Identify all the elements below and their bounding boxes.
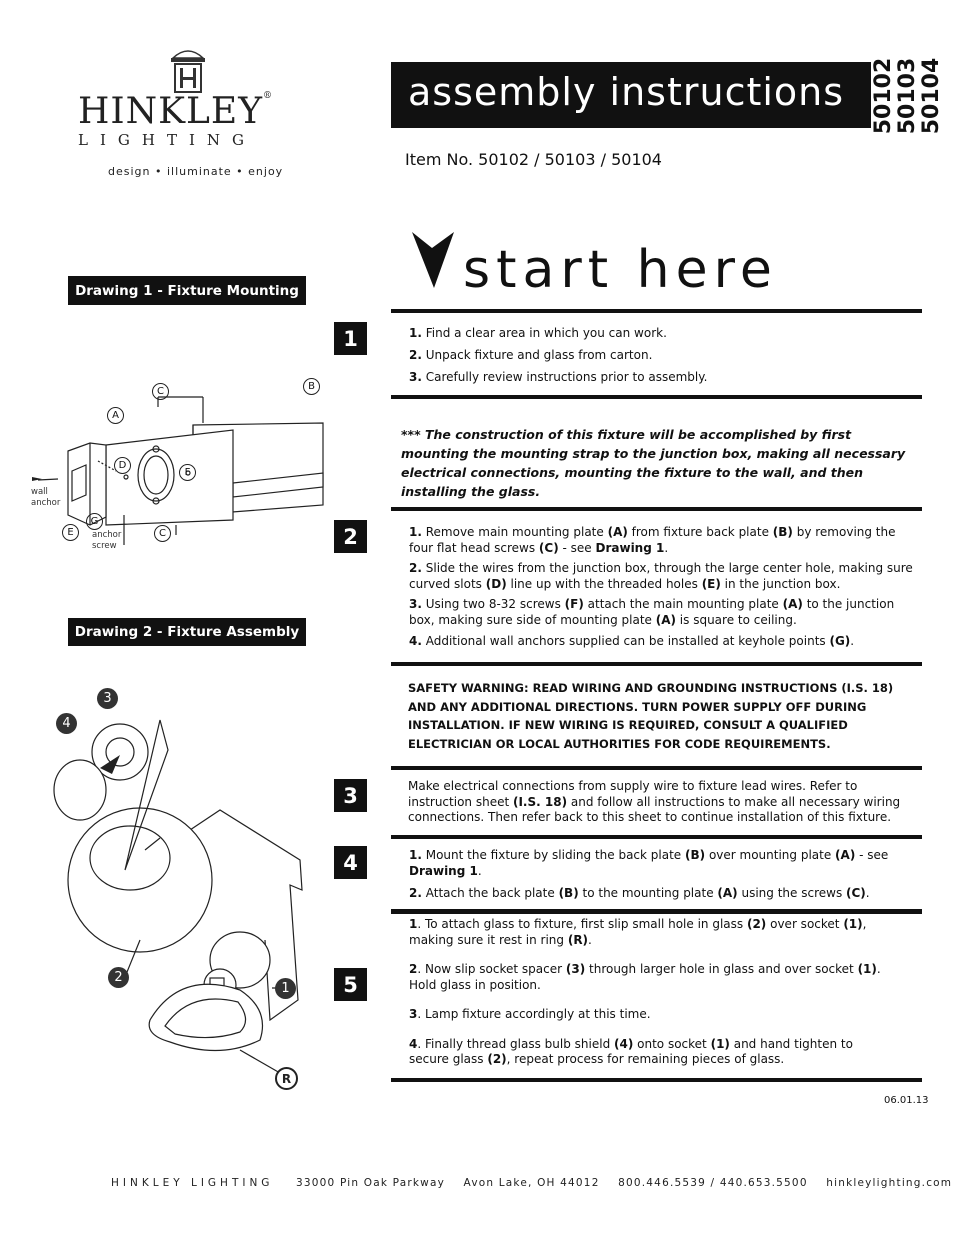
callout-r: R — [275, 1067, 298, 1090]
item-number-label: Item No. 50102 / 50103 / 50104 — [405, 150, 662, 169]
brand-sub: LIGHTING — [78, 131, 256, 149]
callout-d: D — [114, 457, 131, 474]
step-3-text: Make electrical connections from supply wire to fixture lead wires. Refer to instruction sheet (I.S. 18) and follow all instructions to make all necessary wiring connections. Then refer back to this sheet to continue installation of this fixture. — [408, 779, 901, 824]
item-number-stack — [871, 57, 944, 135]
divider — [391, 909, 922, 914]
step-number-5: 5 — [334, 968, 367, 1001]
callout-c-top: C — [152, 383, 169, 400]
revision-date: 06.01.13 — [884, 1095, 929, 1106]
callout-e: E — [62, 524, 79, 541]
footer-website[interactable]: hinkleylighting.com — [826, 1177, 953, 1189]
callout-2: 2 — [108, 967, 129, 988]
item-number: 50104 — [919, 57, 944, 135]
divider — [391, 395, 922, 399]
callout-3: 3 — [97, 688, 118, 709]
divider — [391, 835, 922, 839]
wall-anchor-label: wall anchor — [31, 487, 61, 508]
step-5-text: 1. To attach glass to fixture, first slip small hole in glass (2) over socket (1), making sure it rest in ring (R). 2. Now slip socket spacer (3) through larger hole in glass and over socket (1). Hold glass in position. 3. Lamp fixture accordingly at this time. 4. Finally thread glass bulb shield (4) onto socket (1) and hand tighten to secure glass (2), repeat process for remaining pieces of glass. — [409, 917, 881, 1066]
brand-tagline: design • illuminate • enjoy — [108, 165, 284, 178]
item-number: 50102 — [871, 57, 896, 135]
step-number-4: 4 — [334, 846, 367, 879]
hinkley-emblem-icon — [163, 44, 213, 96]
step-1-text: 1. Find a clear area in which you can work. 2. Unpack fixture and glass from carton. 3. Carefully review instructions prior to assembly. — [409, 326, 708, 384]
callout-a: A — [107, 407, 124, 424]
footer-address: 33000 Pin Oak Parkway — [296, 1177, 445, 1189]
callout-1: 1 — [275, 978, 296, 999]
page-title: assembly instructions — [408, 70, 845, 114]
fixture-assembly-drawing — [40, 690, 340, 1080]
start-arrow-icon — [410, 230, 458, 290]
divider — [391, 1078, 922, 1082]
construction-note: *** The construction of this fixture will be accomplished by first mounting the mounting strap to the junction box, making all necessary electrical connections, mounting the fixture to the wall, and then installing the glass. — [401, 427, 906, 499]
callout-b: B — [303, 378, 320, 395]
start-here-heading: start here — [463, 240, 778, 300]
divider — [391, 309, 922, 313]
step-4-text: 1. Mount the fixture by sliding the back plate (B) over mounting plate (A) - see Drawing 1. 2. Attach the back plate (B) to the mounting plate (A) using the screws (C). — [409, 848, 889, 900]
brand-name: HINKLEY® — [78, 91, 273, 132]
step-2-text: 1. Remove main mounting plate (A) from fixture back plate (B) by removing the four flat head screws (C) - see Drawing 1. 2. Slide the wires from the junction box, through the large center hole, making sure curved slots (D) line up with the threaded holes (E) in the junction box. 3. Using two 8-32 screws (F) attach the main mounting plate (A) to the junction box, making sure side of mounting plate (A) is square to ceiling. 4. Additional wall anchors supplied can be installed at keyhole points (G). — [409, 525, 913, 648]
safety-warning: SAFETY WARNING: READ WIRING AND GROUNDING INSTRUCTIONS (I.S. 18) AND ANY ADDITIONAL DIRECTIONS. TURN POWER SUPPLY OFF DURING INSTALLATION. IF NEW WIRING IS REQUIRED, CONSULT A QUALIFIED ELECTRICIAN OR LOCAL AUTHORITIES FOR CODE REQUIREMENTS. — [408, 681, 894, 751]
divider — [391, 507, 922, 511]
drawing-1-label: Drawing 1 - Fixture Mounting — [68, 276, 306, 305]
anchor-screw-label: anchor screw — [92, 530, 122, 551]
drawing-2-label: Drawing 2 - Fixture Assembly — [68, 618, 306, 646]
step-number-3: 3 — [334, 779, 367, 812]
callout-f: F — [179, 464, 196, 481]
step-number-1: 1 — [334, 322, 367, 355]
footer — [111, 1177, 954, 1189]
callout-g: G — [86, 513, 103, 530]
divider — [391, 662, 922, 666]
footer-company: HINKLEY LIGHTING — [111, 1177, 274, 1189]
footer-city: Avon Lake, OH 44012 — [463, 1177, 600, 1189]
callout-c-bottom: C — [154, 525, 171, 542]
item-number: 50103 — [895, 57, 920, 135]
divider — [391, 766, 922, 770]
callout-4: 4 — [56, 713, 77, 734]
step-number-2: 2 — [334, 520, 367, 553]
footer-phone: 800.446.5539 / 440.653.5500 — [618, 1177, 808, 1189]
